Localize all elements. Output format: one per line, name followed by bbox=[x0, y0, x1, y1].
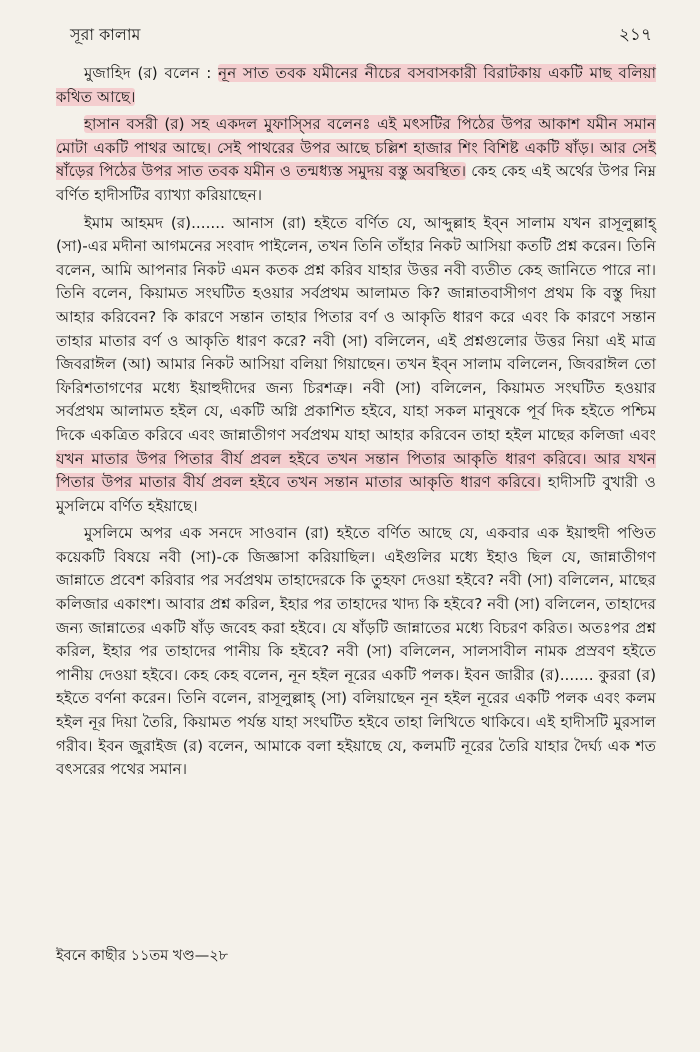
paragraph-tail-text: কেহ কেহ এই অর্থের উপর নিম্ন বর্ণিত হাদীসটির ব্যাখ্যা করিয়াছেন। bbox=[56, 162, 656, 204]
paragraph-plain-text: মুজাহিদ (র) বলেন : bbox=[84, 64, 219, 82]
volume-footer: ইবনে কাছীর ১১তম খণ্ড—২৮ bbox=[56, 948, 229, 964]
highlighted-passage: যখন মাতার উপর পিতার বীর্য প্রবল হইবে তখন সন্তান পিতার আকৃতি ধারণ করিবে। আর যখন পিতার উপর মাতার বীর্য প্রবল হইবে তখন সন্তান মাতার আকৃতি ধারণ করিবে। bbox=[56, 449, 656, 492]
page-number: ২১৭ bbox=[618, 25, 652, 45]
paragraph-tail-text: হাদীসটি বুখারী ও মুসলিমে বর্ণিত হইয়াছে। bbox=[56, 473, 656, 515]
highlighted-passage: হাসান বসরী (র) সহ একদল মুফাস্সির বলেনঃ এই মৎসটির পিঠের উপর আকাশ যমীন সমান মোটা একটি পাথর আছে। সেই পাথরের উপর আছে চল্লিশ হাজার শিং বিশিষ্ট একটি ষাঁড়। আর সেই ষাঁড়ের পিঠের উপর সাত তবক যমীন ও তন্মধ্যস্ত সমুদয় বস্তু অবস্থিত। bbox=[56, 115, 656, 181]
running-header-title: সূরা কালাম bbox=[70, 25, 141, 44]
paragraph-mujahid bbox=[56, 62, 656, 109]
paragraph-muslim bbox=[56, 522, 656, 782]
paragraph-hasan-basri bbox=[56, 113, 656, 207]
paragraph-plain-text: ইমাম আহমদ (র)....... আনাস (রা) হইতে বর্ণিত যে, আব্দুল্লাহ ইব্ন সালাম যখন রাসূলুল্লাহ্ (সা)-এর মদীনা আগমনের সংবাদ পাইলেন, তখন তিনি তাঁহার নিকট আসিয়া কতটি প্রশ্ন করেন। তিনি বলেন, আমি আপনার নিকট এমন কতক প্রশ্ন করিব যাহার উত্তর নবী ব্যতীত কেহ জানিতে পারে না। তিনি বলেন, কিয়ামত সংঘটিত হওয়ার সর্বপ্রথম আলামত কি? জান্নাতবাসীগণ প্রথম কি বস্তু দিয়া আহার করিবেন? কি কারণে সন্তান তাহার পিতার বর্ণ ও আকৃতি ধারণ করে এবং কি কারণে সন্তান তাহার মাতার বর্ণ ও আকৃতি ধারণ করে? নবী (সা) বলিলেন, এই প্রশ্নগুলোর উত্তর নিয়া এই মাত্র জিবরাঈল (আ) আমার নিকট আসিয়া বলিয়া গিয়াছেন। তখন ইব্ন সালাম বলিলেন, জিবরাঈল তো ফিরিশতাগণের মধ্যে ইয়াহুদীদের জন্য চিরশত্রু। নবী (সা) বলিলেন, কিয়ামত সংঘটিত হওয়ার সর্বপ্রথম আলামত হইল যে, একটি অগ্নি প্রকাশিত হইবে, যাহা সকল মানুষকে পূর্ব দিক হইতে পশ্চিম দিকে একত্রিত করিবে এবং জান্নাতীগণ সর্বপ্রথম যাহা আহার করিবেন তাহা হইল মাছের কলিজা এবং bbox=[56, 213, 656, 444]
highlighted-passage: নূন সাত তবক যমীনের নীচের বসবাসকারী বিরাটকায় একটি মাছ বলিয়া কথিত আছে। bbox=[56, 64, 656, 106]
body-text bbox=[56, 62, 656, 782]
paragraph-plain-text: মুসলিমে অপর এক সনদে সাওবান (রা) হইতে বর্ণিত আছে যে, একবার এক ইয়াহুদী পণ্ডিত কয়েকটি বিষয়ে নবী (সা)-কে জিজ্ঞাসা করিয়াছিল। এইগুলির মধ্যে ইহাও ছিল যে, জান্নাতীগণ জান্নাতে প্রবেশ করিবার পর সর্বপ্রথম তাহাদেরকে কি তুহফা দেওয়া হইবে? নবী (সা) বলিলেন, মাছের কলিজার একাংশ। আবার প্রশ্ন করিল, ইহার পর তাহাদের খাদ্য কি হইবে? নবী (সা) বলিলেন, তাহাদের জন্য জান্নাতের একটি ষাঁড় জবেহ করা হইবে। যে ষাঁড়টি জান্নাতের মধ্যে বিচরণ করিত। অতঃপর প্রশ্ন করিল, ইহার পর তাহাদের পানীয় কি হইবে? নবী (সা) বলিলেন, সালসাবীল নামক প্রস্রবণ হইতে পানীয় দেওয়া হইবে। কেহ কেহ বলেন, নূন হইল নূরের একটি পলক। ইবন জারীর (র)....... কুররা (র) হইতে বর্ণনা করেন। তিনি বলেন, রাসূলুল্লাহ্ (সা) বলিয়াছেন নূন হইল নূরের একটি পলক এবং কলম হইল নূর দিয়া তৈরি, কিয়ামত পর্যন্ত যাহা সংঘটিত হইবে তাহা লিখিতে থাকিবে। এই হাদীসটি মুরসাল গরীব। ইবন জুরাইজ (র) বলেন, আমাকে বলা হইয়াছে যে, কলমটি নূরের তৈরি যাহার দৈর্ঘ্য এক শত বৎসরের পথের সমান। bbox=[56, 524, 656, 779]
paragraph-imam-ahmad bbox=[56, 212, 656, 519]
